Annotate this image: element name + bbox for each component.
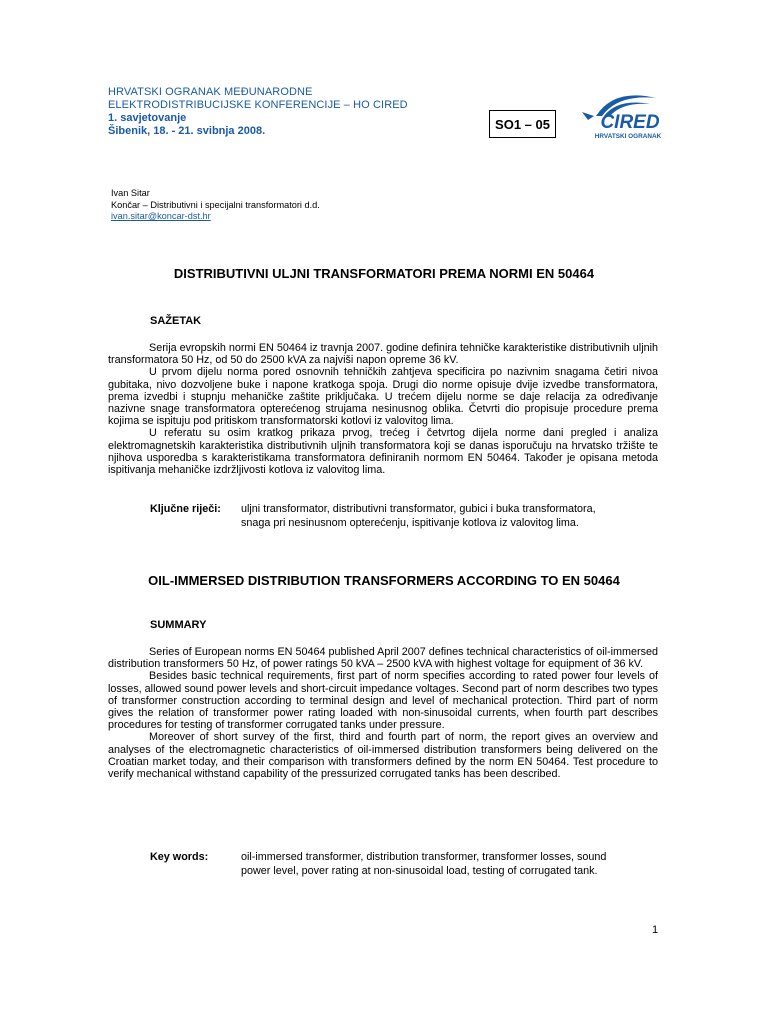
author-name: Ivan Sitar xyxy=(111,188,150,198)
english-paragraph-1: Series of European norms EN 50464 published April 2007 defines technical characteristics of oil-immersed distribution transformers 50 Hz, of power ratings 50 kVA – 2500 kVA with highest voltage for equipment of 36 kV. xyxy=(108,646,658,671)
english-keywords-line-1: oil-immersed transformer, distribution transformer, transformer losses, sound xyxy=(241,851,607,863)
logo-wordmark: CIRED xyxy=(600,112,660,133)
english-keywords-values xyxy=(241,851,671,878)
org-line-1: HRVATSKI OGRANAK MEĐUNARODNE xyxy=(108,86,313,98)
croatian-title: DISTRIBUTIVNI ULJNI TRANSFORMATORI PREMA NORMI EN 50464 xyxy=(173,266,595,281)
author-email-link[interactable]: ivan.sitar@koncar-dst.hr xyxy=(111,211,211,221)
conference-header xyxy=(108,86,468,138)
org-line-2: ELEKTRODISTRIBUCIJSKE KONFERENCIJE – HO CIRED xyxy=(108,99,408,111)
paper-code-box xyxy=(489,110,556,138)
english-summary-heading: SUMMARY xyxy=(150,619,207,631)
english-paragraph-2: Besides basic technical requirements, first part of norm specifies according to rated power four levels of losses, allowed sound power levels and short-circuit impedance voltages. Second part of norm describes two types of transformer construction according to terminal design and level of mechanical protection. Third part of norm gives the relation of transformer power rating loaded with non-sinusoidal currents, when fourth part describes procedures for testing of transformer corrugated tanks under pressure. xyxy=(108,670,658,732)
english-title: OIL-IMMERSED DISTRIBUTION TRANSFORMERS ACCORDING TO EN 50464 xyxy=(148,573,620,588)
english-summary xyxy=(108,646,658,780)
english-paragraph-3: Moreover of short survey of the first, third and fourth part of norm, the report gives an overview and analyses of the electromagnetic characteristics of oil-immersed distribution transformers being delivered on the Croatian market today, and their comparison with transformers defined by the norm EN 50464. Test procedure to verify mechanical withstand capability of the pressurized corrugated tanks has been described. xyxy=(108,731,658,781)
conference-edition: 1. savjetovanje xyxy=(108,112,187,124)
english-keywords-label: Key words: xyxy=(150,851,209,863)
page-number: 1 xyxy=(652,924,659,936)
croatian-abstract xyxy=(108,342,658,476)
paper-code: SO1 – 05 xyxy=(495,116,550,132)
conference-place-date: Šibenik, 18. - 21. svibnja 2008. xyxy=(108,125,266,137)
cired-logo xyxy=(574,86,666,142)
croatian-keywords-line-2: snaga pri nesinusnom opterećenju, ispitivanje kotlova iz valovitog lima. xyxy=(241,516,579,529)
logo-subtext: HRVATSKI OGRANAK xyxy=(594,133,662,140)
croatian-abstract-heading: SAŽETAK xyxy=(150,315,202,327)
croatian-paragraph-3: U referatu su osim kratkog prikaza prvog, trećeg i četvrtog dijela norme dani pregled i analiza elektromagnetskih karakteristika distributivnih uljnih transformatora koji se danas isporučuju na hrvatsko tržište te njihova usporedba s karakteristikama transformatora definiranih normom EN 50464. Također je opisana metoda ispitivanja mehaničke izdržljivosti kotlova iz valovitog lima. xyxy=(108,427,658,477)
croatian-paragraph-2: U prvom dijelu norma pored osnovnih tehničkih zahtjeva specificira po nazivnim snagama četiri nivoa gubitaka, nivo dozvoljene buke i napone kratkoga spoja. Drugi dio norme opisuje dvije izvedbe transformatora, prema izvedbi i stupnju mehaničke zaštite priključaka. U trećem dijelu norme se daje relacija za određivanje nazivne snage transformatora opterećenog strujama nesinusnog oblika. Četvrti dio propisuje procedure prema kojima se ispituju pod pritiskom transformatorski kotlovi iz valovitog lima. xyxy=(108,366,658,428)
english-keywords-line-2: power level, pover rating at non-sinusoidal load, testing of corrugated tank. xyxy=(241,864,598,877)
croatian-keywords-line-1: uljni transformator, distributivni transformator, gubici i buka transformatora, xyxy=(241,503,596,515)
author-block xyxy=(111,188,320,223)
author-affiliation: Končar – Distributivni i specijalni transformatori d.d. xyxy=(111,199,320,210)
croatian-keywords-values xyxy=(241,503,671,530)
croatian-paragraph-1: Serija evropskih normi EN 50464 iz travnja 2007. godine definira tehničke karakteristike distributivnih uljnih transformatora 50 Hz, od 50 do 2500 kVA za najviši napon opreme 36 kV. xyxy=(108,342,658,367)
croatian-keywords-label: Ključne riječi: xyxy=(150,503,221,515)
